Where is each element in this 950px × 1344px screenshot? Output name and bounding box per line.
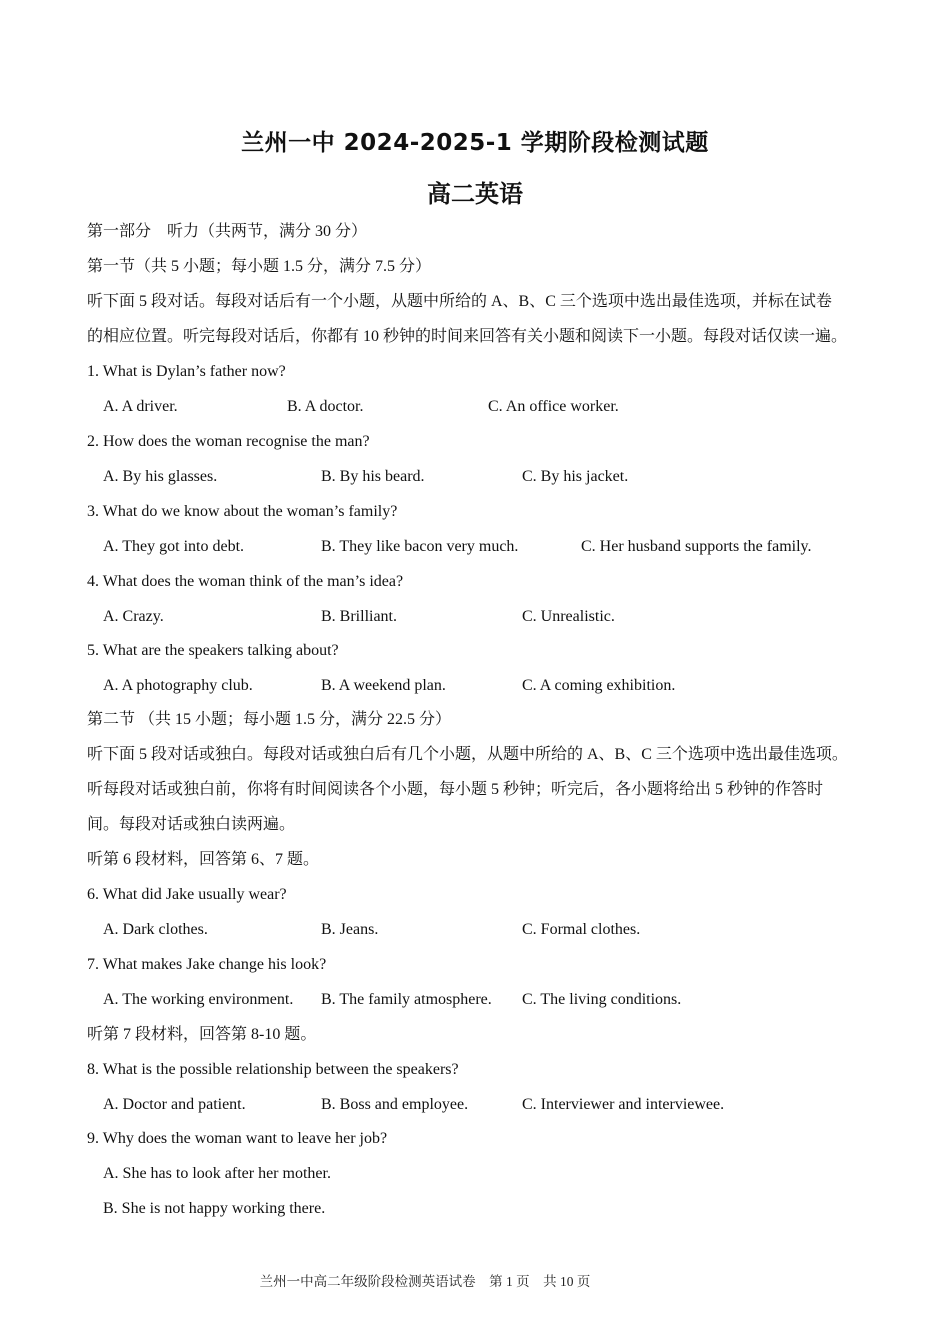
section1-instruction-line: 的相应位置。听完每段对话后，你都有 10 秒钟的时间来回答有关小题和阅读下一小题。每段对话仅读一遍。 (87, 328, 848, 345)
question-stem: 9. Why does the woman want to leave her job? (87, 1130, 388, 1147)
option-a: A. Doctor and patient. (103, 1096, 246, 1113)
option-c: C. Interviewer and interviewee. (522, 1096, 725, 1113)
section2-heading: 第二节 （共 15 小题；每小题 1.5 分，满分 22.5 分） (87, 711, 452, 728)
option-c: C. The living conditions. (522, 991, 682, 1008)
part1-heading: 第一部分 听力（共两节，满分 30 分） (87, 223, 368, 240)
option-c: C. Unrealistic. (522, 608, 615, 625)
material-heading: 听第 6 段材料，回答第 6、7 题。 (87, 851, 320, 868)
option-a: A. They got into debt. (103, 538, 245, 555)
section1-heading: 第一节（共 5 小题；每小题 1.5 分，满分 7.5 分） (87, 258, 432, 275)
question-stem: 7. What makes Jake change his look? (87, 956, 327, 973)
question-stem: 2. How does the woman recognise the man? (87, 433, 370, 450)
option-c: C. An office worker. (488, 398, 619, 415)
option-b: B. A doctor. (287, 398, 364, 415)
option-b: B. They like bacon very much. (321, 538, 519, 555)
section2-instruction-line: 听下面 5 段对话或独白。每段对话或独白后有几个小题，从题中所给的 A、B、C 三个选项中选出最佳选项。 (87, 746, 848, 763)
option-b: B. Boss and employee. (321, 1096, 469, 1113)
option-a: A. A photography club. (103, 677, 253, 694)
exam-subject: 高二英语 (427, 180, 523, 208)
question-stem: 4. What does the woman think of the man’s idea? (87, 573, 404, 590)
question-stem: 3. What do we know about the woman’s family? (87, 503, 398, 520)
section2-instruction-line: 听每段对话或独白前，你将有时间阅读各个小题，每小题 5 秒钟；听完后，各小题将给出 5 秒钟的作答时 (87, 781, 824, 798)
question-stem: 5. What are the speakers talking about? (87, 642, 339, 659)
option-c: C. By his jacket. (522, 468, 629, 485)
option-c: C. Her husband supports the family. (581, 538, 812, 555)
question-stem: 8. What is the possible relationship between the speakers? (87, 1061, 459, 1078)
option-b: B. By his beard. (321, 468, 425, 485)
option-a: A. She has to look after her mother. (103, 1165, 331, 1182)
option-a: A. Crazy. (103, 608, 164, 625)
section1-instruction-line: 听下面 5 段对话。每段对话后有一个小题，从题中所给的 A、B、C 三个选项中选出最佳选项，并标在试卷 (87, 293, 832, 310)
material-heading: 听第 7 段材料，回答第 8-10 题。 (87, 1026, 317, 1043)
option-a: A. By his glasses. (103, 468, 218, 485)
exam-title: 兰州一中 2024-2025-1 学期阶段检测试题 (241, 130, 709, 156)
option-b: B. Jeans. (321, 921, 379, 938)
option-b: B. A weekend plan. (321, 677, 446, 694)
question-stem: 6. What did Jake usually wear? (87, 886, 287, 903)
option-b: B. Brilliant. (321, 608, 397, 625)
option-a: A. The working environment. (103, 991, 294, 1008)
page-footer: 兰州一中高二年级阶段检测英语试卷 第 1 页 共 10 页 (259, 1274, 591, 1289)
option-a: A. Dark clothes. (103, 921, 208, 938)
option-b: B. She is not happy working there. (103, 1200, 326, 1217)
section2-instruction-line: 间。每段对话或独白读两遍。 (87, 816, 296, 833)
option-b: B. The family atmosphere. (321, 991, 492, 1008)
question-stem: 1. What is Dylan’s father now? (87, 363, 286, 380)
option-c: C. A coming exhibition. (522, 677, 676, 694)
option-a: A. A driver. (103, 398, 178, 415)
option-c: C. Formal clothes. (522, 921, 641, 938)
